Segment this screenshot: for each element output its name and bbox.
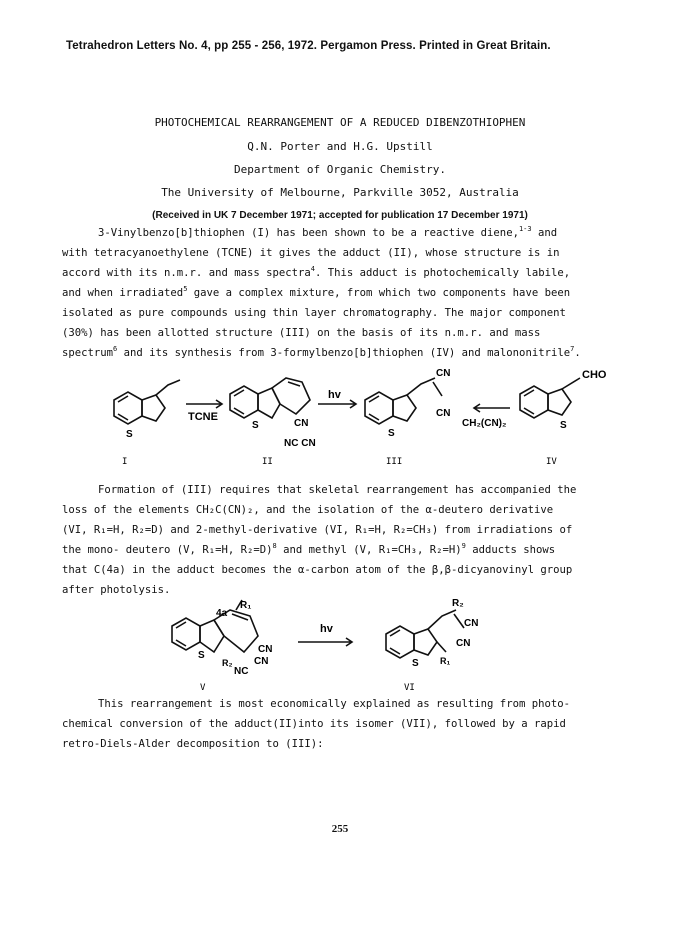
cn-label-III-top: CN <box>436 368 451 379</box>
department: Department of Organic Chemistry. <box>234 163 446 176</box>
journal-header: Tetrahedron Letters No. 4, pp 255 - 256, 1972. Pergamon Press. Printed in Great Britain. <box>66 40 551 52</box>
cn-label-V-1: CN <box>258 644 273 655</box>
r1-label-V: R₁ <box>240 600 252 611</box>
reagent-malononitrile: CH₂(CN)₂ <box>462 418 507 429</box>
r2-label-V: R₂ <box>222 658 233 668</box>
compound-label-VI: VI <box>404 683 415 693</box>
r2-label-VI: R₂ <box>452 598 464 609</box>
cn-label-II: CN <box>294 418 309 429</box>
nc-label-V: NC <box>234 666 249 677</box>
paragraph-1: 3-Vinylbenzo[b]thiophen (I) has been shown to be a reactive diene,$^{1-3}$ and with tetracyanoethylene (TCNE) it gives the adduct (II), whose structure is in accord with its n.m.r. and mass spectra$^4$. This adduct is photochemically labile, and when irradiated$^5$ gave a complex mixture, from which two components have been isolated as pure compounds using thin layer chromatography. The major component (30%) has been allotted structure (III) on the basis of its n.m.r. and mass spectrum$^6$ and its synthesis from 3-formylbenzo[b]thiophen (IV) and malononitrile$^7$. <box>62 225 581 359</box>
reagent-tcne: TCNE <box>188 411 218 423</box>
cn-label-V-2: CN <box>254 656 269 667</box>
paragraph-3: This rearrangement is most economically explained as resulting from photo- chemical conversion of the adduct(II)into its isomer (VII), followed by a rapid retro-Diels-Alder decomposition to (III): <box>62 698 570 750</box>
compound-label-V: V <box>200 683 206 693</box>
paper-title: PHOTOCHEMICAL REARRANGEMENT OF A REDUCED DIBENZOTHIOPHEN <box>154 116 526 129</box>
cho-label: CHO <box>582 369 607 381</box>
r1-label-VI: R₁ <box>440 656 451 666</box>
sulfur-label-V: S <box>198 650 205 661</box>
cn-label-VI-1: CN <box>464 618 479 629</box>
page-number: 255 <box>331 823 349 835</box>
received-line: (Received in UK 7 December 1971; accepted for publication 17 December 1971) <box>152 210 528 221</box>
reaction-scheme-1 <box>90 360 630 470</box>
compound-label-IV: IV <box>546 457 557 467</box>
paragraph-2: Formation of (III) requires that skeletal rearrangement has accompanied the loss of the elements CH₂C(CN)₂, and the isolation of the α-deutero derivative (VI, R₁=H, R₂=D) and 2-methyl-derivative (VI, R₁=H, R₂=CH₃) from irradiations of the mono- deutero (V, R₁=H, R₂=D)$^8$ and methyl (V, R₁=CH₃, R₂=H)$^9$ adducts shows that C(4a) in the adduct becomes the α-carbon atom of the β,β-dicyanovinyl group after photolysis. <box>62 484 577 596</box>
sulfur-label-III: S <box>388 428 395 439</box>
compound-label-III: III <box>386 457 403 467</box>
cn-label-III: CN <box>436 408 451 419</box>
hv-label-2: hv <box>320 623 333 635</box>
hv-label-1: hv <box>328 389 341 401</box>
sulfur-label-I: S <box>126 429 133 440</box>
sulfur-label-VI: S <box>412 658 419 669</box>
sulfur-label-II: S <box>252 420 259 431</box>
cn-label-VI-2: CN <box>456 638 471 649</box>
authors: Q.N. Porter and H.G. Upstill <box>247 140 433 153</box>
sulfur-label-IV: S <box>560 420 567 431</box>
compound-label-II: II <box>262 457 273 467</box>
label-4a: 4a <box>216 608 228 619</box>
nccn-label-II: NC CN <box>284 438 316 449</box>
reaction-scheme-2 <box>150 596 550 696</box>
compound-label-I: I <box>122 457 128 467</box>
university: The University of Melbourne, Parkville 3052, Australia <box>161 186 519 199</box>
